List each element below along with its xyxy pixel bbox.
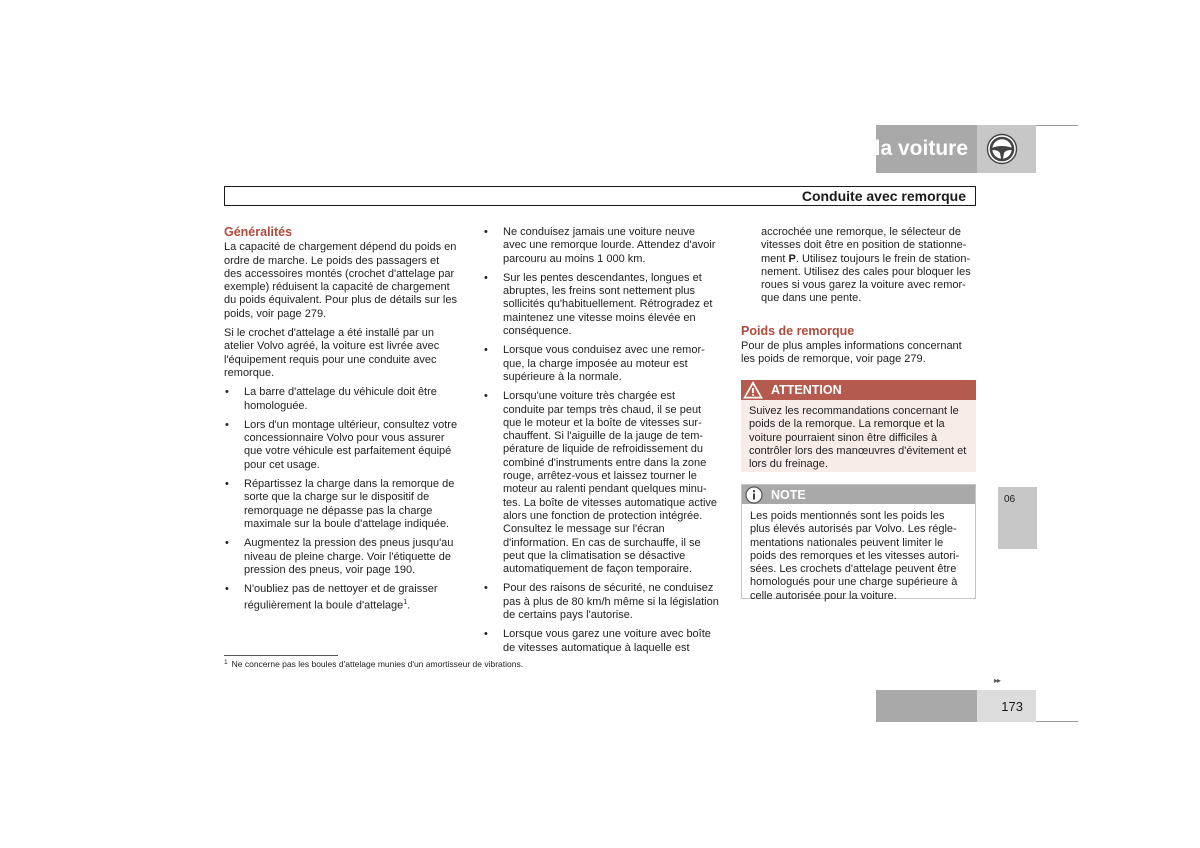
section-title-text: Conduite avec remorque [801, 188, 966, 204]
list-item [224, 386, 460, 413]
attention-box [741, 380, 976, 472]
list-item [224, 419, 460, 472]
footer-rule [1036, 721, 1078, 722]
continued-list-text [741, 226, 977, 306]
list-item [224, 478, 460, 531]
list-item: • N'oubliez pas de nettoyer et de graisser régulièrement la boule d'attelage$^1$. [225, 583, 438, 613]
list-item-text: Lorsque vous garez une voiture avec boîte de vitesses automatique à laquelle est [503, 628, 711, 654]
bullet-marker: • [225, 537, 229, 550]
note-box [741, 484, 976, 602]
bullet-list [224, 386, 460, 613]
warning-triangle-icon [743, 380, 763, 400]
steering-wheel-icon [986, 133, 1018, 165]
list-item-text: Lorsque vous conduisez avec une remorque, la charge imposée au moteur est supérieure à la normale. [503, 344, 705, 383]
section-title [224, 186, 976, 206]
bullet-marker: • [225, 386, 229, 399]
header-rule [1036, 125, 1078, 126]
attention-header [741, 380, 976, 400]
heading-poids-remorque: Poids de remorque [741, 323, 855, 338]
note-title: NOTE [771, 487, 806, 502]
list-item-text: N'oubliez pas de nettoyer et de graisser régulièrement la boule d'attelage [244, 583, 438, 613]
list-item-text: Répartissez la charge dans la remorque de sorte que la charge sur le dispositif de remorquage ne dépasse pas la charge maximale sur la boule d'attelage indiquée. [244, 478, 455, 530]
bullet-list [483, 226, 719, 655]
list-item-text: Lorsqu'une voiture très chargée est conduite par temps très chaud, il se peut que le moteur et la boîte de vitesses surchauffent. Si l'aiguille de la jauge de température de liquide de refroidissement du combiné d'instruments entre dans la zone rouge, arrêtez-vous et laissez tourner le moteur au ralenti pendant quelques minutes. La boîte de vitesses automatique active alors une fonction de protection intégrée. Consultez le message sur l'écran d'information. En cas de surchauffe, il se peut que la climatisation se désactive automatiquement de façon temporaire. [503, 390, 718, 576]
list-item-text: Ne conduisez jamais une voiture neuve avec une remorque lourde. Attendez d'avoir parcouru au moins 1 000 km. [503, 226, 716, 265]
continued-text-end: . Utilisez toujours le frein de stationnement. Utilisez des cales pour bloquer les roues si vous garez la voiture avec remorque dans une pente. [761, 252, 971, 305]
bullet-marker: • [225, 583, 229, 596]
continued-text: accrochée une remorque, le sélecteur de vitesses doit être en position de stationnement [761, 226, 967, 265]
list-item-text: Pour des raisons de sécurité, ne conduisez pas à plus de 80 km/h même si la législation de certains pays l'autorise. [503, 582, 719, 622]
list-item [483, 226, 719, 266]
list-item [483, 344, 719, 384]
list-item-text: Sur les pentes descendantes, longues et abruptes, les freins sont nettement plus sollicités qu'habituellement. Rétrogradez et maintenez une vitesse moins élevée en conséquence. [503, 271, 713, 338]
footnote-marker: 1 [224, 659, 228, 666]
list-item-text: Augmentez la pression des pneus jusqu'au niveau de pleine charge. Voir l'étiquette de pression des pneus, voir page 190. [244, 537, 454, 576]
bullet-marker: • [484, 226, 488, 238]
page-number: 173 [1001, 698, 1023, 714]
list-item [224, 537, 460, 577]
continue-arrows-icon: ▸▸ [994, 676, 1001, 685]
chapter-side-tab-label: 06 [1004, 494, 1016, 505]
note-header [742, 485, 975, 504]
footnote-rule [224, 655, 338, 656]
column-2 [483, 226, 719, 661]
bullet-marker: • [484, 628, 488, 641]
attention-text: Suivez les recommandations concernant le poids de la remorque. La remorque et la voiture pourraient sinon être difficiles à contrôler lors des manœuvres d'évitement et lors du freinage. [741, 400, 976, 472]
bullet-marker: • [225, 478, 229, 491]
park-position-label: P [788, 252, 796, 265]
footer-band [876, 690, 978, 722]
bullet-marker: • [484, 582, 488, 595]
attention-title: ATTENTION [771, 383, 842, 397]
footnote [224, 659, 523, 669]
list-item-text: Lors d'un montage ultérieur, consultez votre concessionnaire Volvo pour vous assurer que votre véhicule est parfaitement équipé pour cet usage. [244, 418, 458, 471]
list-item-text: La barre d'attelage du véhicule doit être homologuée. [244, 386, 437, 412]
paragraph: Si le crochet d'attelage a été installé par un atelier Volvo agréé, la voiture est livrée avec l'équipement requis pour une conduite avec remorque. [224, 327, 440, 379]
paragraph: Pour de plus amples informations concernant les poids de remorque, voir page 279. [741, 340, 962, 366]
bullet-marker: • [484, 390, 488, 403]
column-1 [224, 226, 460, 619]
footnote-reference: 1 [403, 599, 408, 607]
bullet-marker: • [484, 271, 488, 284]
column-3 [741, 226, 977, 373]
footnote-text: Ne concerne pas les boules d'attelage munies d'un amortisseur de vibrations. [231, 659, 524, 669]
info-icon [745, 486, 763, 504]
list-item [483, 628, 719, 655]
chapter-title: 06 Démarrage et conduite de la voiture [581, 137, 968, 160]
list-item [483, 272, 719, 338]
paragraph: La capacité de chargement dépend du poids en ordre de marche. Le poids des passagers et des accessoires montés (crochet d'attelage par exemple) réduisent la capacité de chargement du poids équivalent. Pour plus de détails sur les poids, voir page 279. [224, 241, 457, 320]
heading-generalites: Généralités [224, 225, 293, 239]
bullet-marker: • [484, 344, 488, 357]
list-item [483, 390, 719, 576]
bullet-marker: • [225, 418, 229, 431]
note-text: Les poids mentionnés sont les poids les plus élevés autorisés par Volvo. Les réglementations nationales peuvent limiter le poids des remorques et les vitesses autorisées. Les crochets d'attelage peuvent être homologués pour une charge supérieure à celle autorisée pour la voiture. [750, 510, 960, 602]
list-item [483, 582, 719, 622]
